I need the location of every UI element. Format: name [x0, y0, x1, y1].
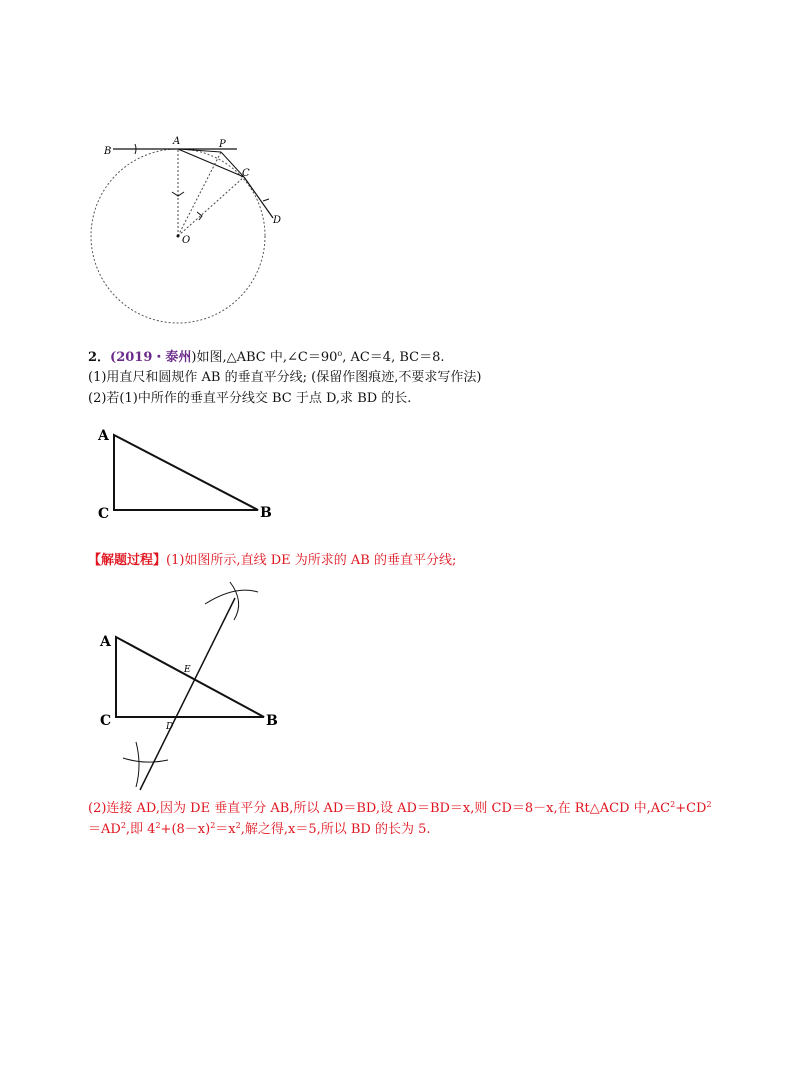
triangle-abc — [116, 637, 264, 717]
arc-mark-oc — [197, 212, 202, 220]
problem-stem — [88, 348, 444, 368]
solution-line2-text: ,解之得,x＝5,所以 BD 的长为 5. — [240, 822, 431, 837]
label-a: A — [98, 428, 109, 444]
label-e: E — [184, 665, 191, 675]
arc-bottom-1 — [123, 758, 168, 762]
radius-oc — [178, 177, 244, 236]
arc-top-1 — [205, 590, 258, 604]
solution-line2-text: ＝AD — [88, 822, 121, 837]
bisector-construction-figure — [90, 580, 310, 795]
label-b: B — [104, 146, 112, 157]
degree-sign: o — [337, 349, 343, 358]
superscript: 2 — [670, 800, 676, 809]
circle-construction-figure — [85, 130, 295, 345]
problem-source: (2019・泰州 — [110, 350, 192, 365]
superscript: 2 — [706, 800, 712, 809]
solution-line1-text: +CD — [675, 801, 707, 816]
solution-line2-text: ＝x — [215, 822, 236, 837]
superscript: 2 — [210, 821, 216, 830]
problem-stem-prefix: )如图,△ABC 中,∠C＝90 — [191, 350, 338, 365]
point-o — [177, 235, 180, 238]
triangle-abc — [114, 435, 258, 510]
label-c: C — [242, 168, 250, 179]
solution-line2-text: +(8－x) — [160, 822, 211, 837]
solution-part1-text: (1)如图所示,直线 DE 为所求的 AB 的垂直平分线; — [166, 553, 457, 568]
solution-part2-line1 — [88, 799, 712, 819]
label-a: A — [173, 136, 181, 147]
arc-bottom-2 — [136, 742, 139, 787]
segment-pc — [221, 152, 244, 177]
triangle-figure — [90, 420, 290, 530]
segment-op — [178, 152, 221, 236]
label-o: O — [182, 235, 191, 246]
superscript: 2 — [155, 821, 161, 830]
superscript: 2 — [120, 821, 126, 830]
problem-part1: (1)用直尺和圆规作 AB 的垂直平分线; (保留作图痕迹,不要求写作法) — [88, 370, 482, 385]
problem-part2: (2)若(1)中所作的垂直平分线交 BC 于点 D,求 BD 的长. — [88, 391, 412, 406]
solution-line1-text: (2)连接 AD,因为 DE 垂直平分 AB,所以 AD＝BD,设 AD＝BD＝x,则 CD＝8－x,在 Rt△ACD 中,AC — [88, 801, 671, 816]
solution-part2-line2 — [88, 820, 431, 840]
arc-mark-d — [263, 199, 269, 201]
label-a: A — [100, 634, 111, 650]
segment-ac — [178, 149, 244, 177]
label-c: C — [100, 713, 112, 729]
label-p: P — [219, 139, 226, 150]
solution-part1 — [88, 551, 456, 571]
solution-heading: 【解题过程】 — [88, 553, 167, 568]
problem-stem-suffix: , AC＝4, BC＝8. — [342, 350, 445, 365]
label-b: B — [260, 505, 272, 521]
solution-line2-text: ,即 4 — [125, 822, 156, 837]
label-d: D — [273, 215, 282, 226]
label-c: C — [98, 506, 110, 522]
segment-cd — [244, 177, 273, 218]
label-b: B — [266, 713, 278, 729]
problem-number: 2． — [88, 350, 111, 365]
label-d: D — [166, 722, 174, 732]
superscript: 2 — [235, 821, 241, 830]
